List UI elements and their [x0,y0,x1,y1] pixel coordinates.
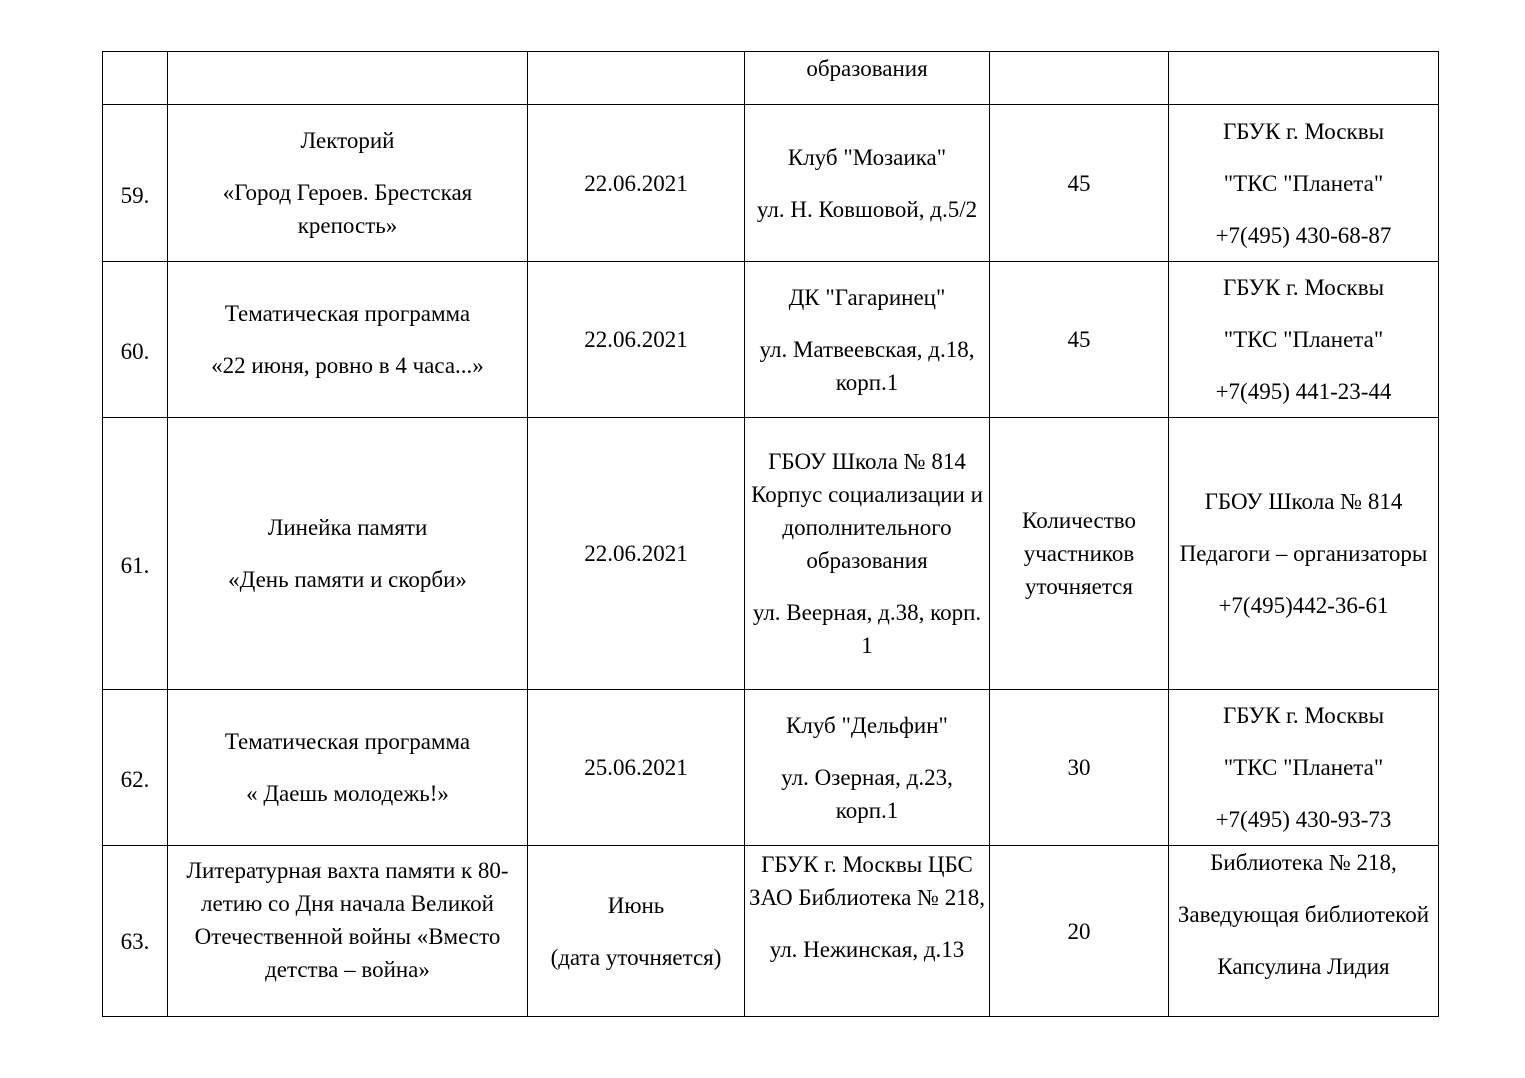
cell-date [528,105,745,262]
event-type: Лекторий [300,128,395,153]
cell-event [168,52,528,105]
participant-count: 20 [1067,918,1091,944]
cell-count [990,105,1169,262]
event-title: «22 июня, ровно в 4 часа...» [211,353,484,378]
org-name: Библиотека № 218, [1210,850,1397,875]
cell-event [168,105,528,262]
event-title: Литературная вахта памяти к 80-летию со Дня начала Великой Отечественной войны «Вместо детства – война» [186,858,509,982]
cell-place [745,846,990,1017]
cell-num: 62. [103,690,168,846]
org-phone: +7(495) 430-93-73 [1215,807,1392,832]
event-date: 22.06.2021 [584,327,688,352]
participant-count: 30 [1067,755,1091,780]
cell-org [1169,105,1439,262]
cell-event [168,846,528,1017]
org-phone: +7(495) 441-23-44 [1215,379,1392,404]
participant-count: Количество участников уточняется [1022,508,1136,599]
event-date: 25.06.2021 [584,755,688,780]
event-date-note: (дата уточняется) [550,944,722,970]
table-row [103,262,1439,418]
cell-count [990,418,1169,690]
cell-count [990,846,1169,1017]
event-date: 22.06.2021 [584,170,688,196]
cell-place [745,262,990,418]
org-name: ГБОУ Школа № 814 [1204,489,1403,514]
cell-place [745,418,990,690]
table-row [103,105,1439,262]
cell-date [528,52,745,105]
cell-place [745,105,990,262]
cell-count [990,262,1169,418]
place-address: ул. Н. Ковшовой, д.5/2 [756,196,978,222]
table-row [103,418,1439,690]
place-address: ул. Нежинская, д.13 [769,937,965,962]
place-name: Клуб "Дельфин" [786,712,948,738]
place-name: ДК "Гагаринец" [788,284,946,310]
cell-event [168,690,528,846]
cell-date [528,690,745,846]
org-unit: "ТКС "Планета" [1223,170,1384,196]
cell-event [168,418,528,690]
participant-count: 45 [1067,327,1091,352]
place-name: ГБУК г. Москвы ЦБС ЗАО Библиотека № 218, [749,852,985,910]
cell-num: 60. [103,262,168,418]
org-unit: "ТКС "Планета" [1223,327,1384,352]
place-address: ул. Матвеевская, д.18, корп.1 [759,336,975,395]
place-address: ул. Веерная, д.38, корп. 1 [752,600,982,658]
cell-org [1169,418,1439,690]
event-type: Тематическая программа [224,729,471,754]
event-title: «День памяти и скорби» [228,567,467,592]
org-unit: "ТКС "Планета" [1223,755,1384,780]
cell-count [990,52,1169,105]
cell-count [990,690,1169,846]
cell-org [1169,690,1439,846]
table-row [103,52,1439,105]
event-type: Тематическая программа [224,301,471,326]
participant-count: 45 [1067,170,1091,196]
cell-org [1169,846,1439,1017]
cell-num: 61. [103,418,168,690]
org-phone: +7(495) 430-68-87 [1215,222,1392,248]
place-address: ул. Озерная, д.23, корп.1 [781,764,953,823]
table-row [103,690,1439,846]
place-name: Клуб "Мозаика" [787,144,947,170]
cell-num [103,52,168,105]
place-name: ГБОУ Школа № 814 Корпус социализации и дополнительного образования [751,449,983,573]
org-role: Заведующая библиотекой [1177,902,1430,927]
org-name: ГБУК г. Москвы [1222,275,1385,300]
cell-date [528,418,745,690]
cell-org [1169,262,1439,418]
org-name: ГБУК г. Москвы [1222,703,1385,728]
org-phone: +7(495)442-36-61 [1218,593,1389,618]
event-date: Июнь [607,892,665,918]
event-type: Линейка памяти [267,515,428,540]
event-title: « Даешь молодежь!» [246,781,449,806]
org-unit: Педагоги – организаторы [1179,541,1428,566]
event-title: «Город Героев. Брестская крепость» [222,180,473,238]
cell-num: 63. [103,846,168,1017]
event-date: 22.06.2021 [584,541,688,566]
cell-org [1169,52,1439,105]
org-contact: Капсулина Лидия [1217,954,1390,979]
cell-place [745,52,990,105]
cell-num: 59. [103,105,168,262]
org-name: ГБУК г. Москвы [1222,118,1385,144]
cell-date [528,846,745,1017]
events-table [102,51,1439,1017]
table-row [103,846,1439,1017]
cell-date [528,262,745,418]
place-text: образования [806,56,928,81]
cell-place [745,690,990,846]
cell-event [168,262,528,418]
